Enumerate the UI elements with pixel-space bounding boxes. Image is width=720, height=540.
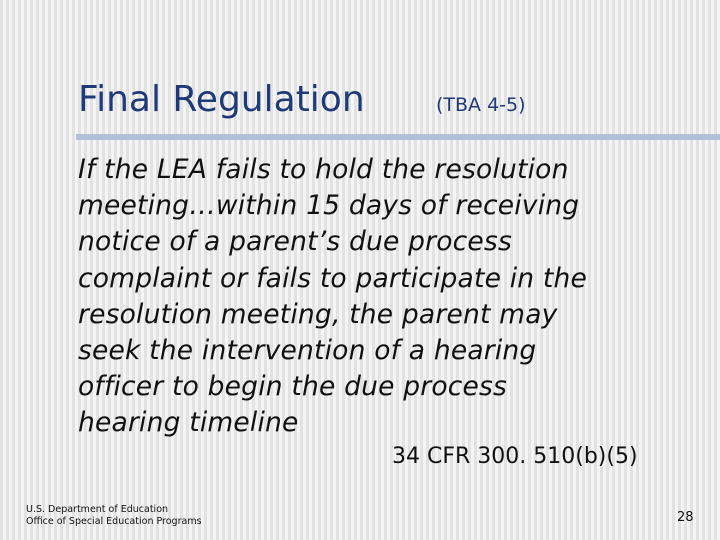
footer-organization: U.S. Department of Education Office of Special Education Programs [26, 504, 202, 527]
slide-title: Final Regulation [78, 79, 365, 120]
title-divider-rule [76, 134, 720, 140]
page-number: 28 [677, 510, 694, 525]
title-reference-note: (TBA 4-5) [436, 94, 526, 116]
regulation-citation: 34 CFR 300. 510(b)(5) [392, 444, 638, 469]
slide-body-text: If the LEA fails to hold the resolution meeting…within 15 days of receiving notice of a parent’s due process complaint or fails to participate in the resolution meeting, the parent may seek the intervention of a hearing officer to begin the due process hearing timeline [78, 154, 587, 439]
